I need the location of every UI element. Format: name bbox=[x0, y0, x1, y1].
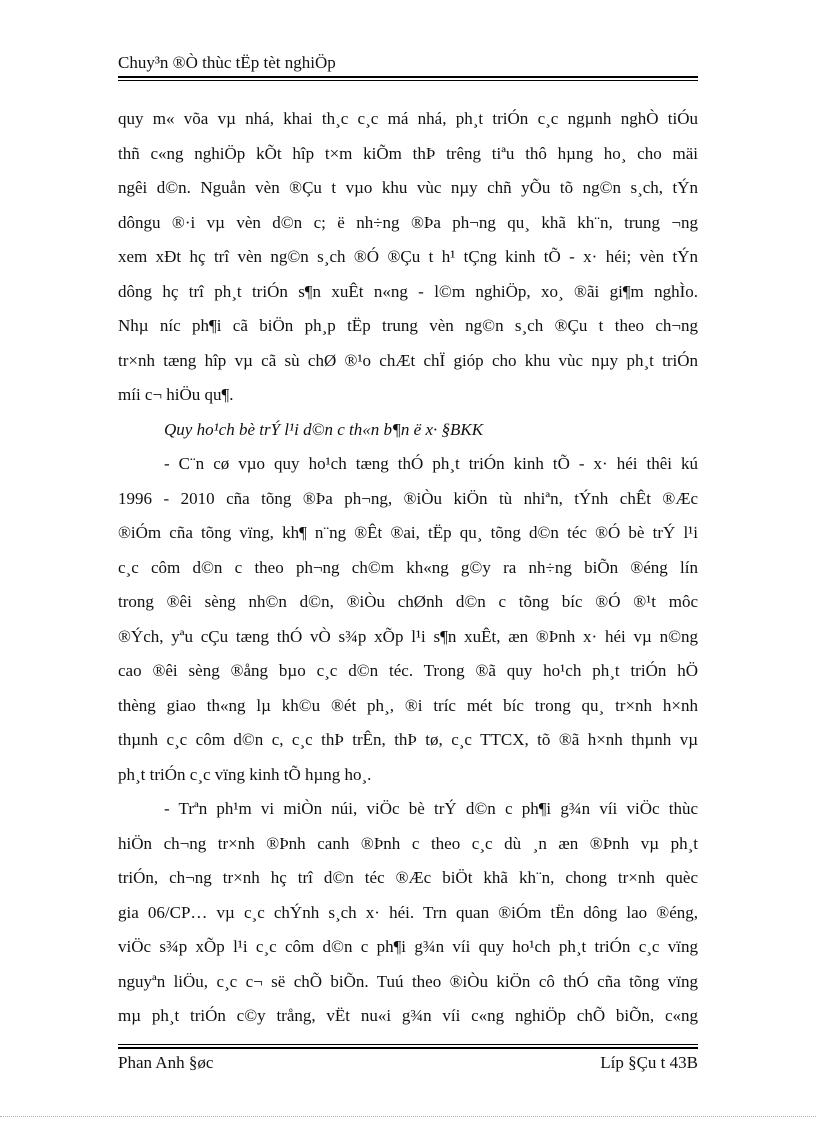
document-body bbox=[118, 102, 698, 1034]
body-line: tr×nh tæng hîp vµ cã sù chØ ®¹o chÆt chÏ gióp cho khu vùc nµy ph¸t triÓn bbox=[118, 350, 698, 370]
paragraph-line: - Trªn ph¹m vi miÒn núi, viÖc bè trÝ d©n c ph¶i g¾n víi viÖc thùc bbox=[164, 799, 698, 818]
page-bottom-border bbox=[0, 1116, 816, 1117]
paragraph-line: nguyªn liÖu, c¸c c¬ së chÕ biÕn. Tuú theo ®iÒu kiÖn cô thÓ cña tõng vïng bbox=[118, 971, 698, 991]
paragraph-line: hiÖn ch¬ng tr×nh ®Þnh canh ®Þnh c theo c¸c dù ¸n æn ®Þnh vµ ph¸t bbox=[118, 833, 698, 853]
header-rule-thin bbox=[118, 80, 698, 81]
footer-rule-thick bbox=[118, 1047, 698, 1049]
paragraph-line: ®iÓm cña tõng vïng, kh¶ n¨ng ®Êt ®ai, tËp qu¸ tõng d©n téc ®Ó bè trÝ l¹i bbox=[118, 523, 698, 542]
paragraph-line: mµ ph¸t triÓn c©y trång, vËt nu«i g¾n víi c«ng nghiÖp chÕ biÕn, c«ng bbox=[118, 1006, 698, 1025]
body-line: xem xÐt hç trî vèn ng©n s¸ch ®Ó ®Çu t h¹ tÇng kinh tÕ - x· héi; vèn tÝn bbox=[118, 247, 698, 266]
paragraph-line: c¸c côm d©n c theo ph¬ng ch©m kh«ng g©y ra nh÷ng biÕn ®éng lín bbox=[118, 557, 698, 577]
paragraph-line: thµnh c¸c côm d©n c, c¸c thÞ trÊn, thÞ tø, c¸c TTCX, tõ ®ã h×nh thµnh vµ bbox=[118, 730, 698, 749]
paragraph-line: 1996 - 2010 cña tõng ®Þa ph¬ng, ®iÒu kiÖn tù nhiªn, tÝnh chÊt ®Æc bbox=[118, 488, 698, 508]
body-line: Nhµ níc ph¶i cã biÖn ph¸p tËp trung vèn ng©n s¸ch ®Çu t theo ch¬ng bbox=[118, 316, 698, 335]
header-rule-thick bbox=[118, 76, 698, 78]
body-line: ngêi d©n. Nguån vèn ®Çu t vµo khu vùc nµy chñ yÕu tõ ng©n s¸ch, tÝn bbox=[118, 178, 698, 197]
footer-rule-thin bbox=[118, 1044, 698, 1045]
body-line: thñ c«ng nghiÖp kÕt hîp t×m kiÕm thÞ trêng tiªu thô hµng ho¸ cho mäi bbox=[118, 143, 698, 163]
body-line: míi c¬ hiÖu qu¶. bbox=[118, 385, 234, 404]
paragraph-line: cao ®êi sèng ®ång bµo c¸c d©n téc. Trong ®ã quy ho¹ch ph¸t triÓn hÖ bbox=[118, 661, 698, 680]
paragraph-line: thèng giao th«ng lµ kh©u ®ét ph¸, ®i tríc mét bíc trong qu¸ tr×nh h×nh bbox=[118, 695, 698, 715]
footer-class: Líp §Çu t 43B bbox=[600, 1053, 698, 1072]
footer-author: Phan Anh §øc bbox=[118, 1053, 214, 1072]
paragraph-line: ph¸t triÓn c¸c vïng kinh tÕ hµng ho¸. bbox=[118, 764, 372, 784]
body-line: quy m« võa vµ nhá, khai th¸c c¸c má nhá, ph¸t triÓn c¸c ngµnh nghÒ tiÓu bbox=[118, 109, 698, 128]
paragraph-line: - C¨n cø vµo quy ho¹ch tæng thÓ ph¸t triÓn kinh tÕ - x· héi thêi kú bbox=[164, 454, 698, 473]
paragraph-line: triÓn, ch¬ng tr×nh hç trî d©n téc ®Æc biÖt khã kh¨n, chong tr×nh quèc bbox=[118, 868, 698, 887]
body-line: dông hç trî ph¸t triÓn s¶n xuÊt n«ng - l©m nghiÖp, xo¸ ®ãi gi¶m nghÌo. bbox=[118, 281, 698, 301]
paragraph-line: ®Ých, yªu cÇu tæng thÓ vÒ s¾p xÕp l¹i s¶n xuÊt, æn ®Þnh x· héi vµ n©ng bbox=[118, 626, 698, 646]
body-line: dôngu ®·i vµ vèn d©n c; ë nh÷ng ®Þa ph¬ng qu¸ khã kh¨n, trung ¬ng bbox=[118, 212, 698, 232]
paragraph-line: trong ®êi sèng nh©n d©n, ®iÒu chØnh d©n c tõng bíc ®Ó ®¹t môc bbox=[118, 592, 698, 611]
page-header-title: Chuy³n ®Ò thùc tËp tèt nghiÖp bbox=[118, 53, 336, 72]
section-subheading: Quy ho¹ch bè trÝ l¹i d©n c th«n b¶n ë x· §BKK bbox=[164, 419, 484, 439]
paragraph-line: gia 06/CP… vµ c¸c chÝnh s¸ch x· héi. Trn quan ®iÓm tËn dông lao ®éng, bbox=[118, 902, 698, 922]
paragraph-line: viÖc s¾p xÕp l¹i c¸c côm d©n c ph¶i g¾n víi quy ho¹ch ph¸t triÓn c¸c vïng bbox=[118, 937, 698, 956]
